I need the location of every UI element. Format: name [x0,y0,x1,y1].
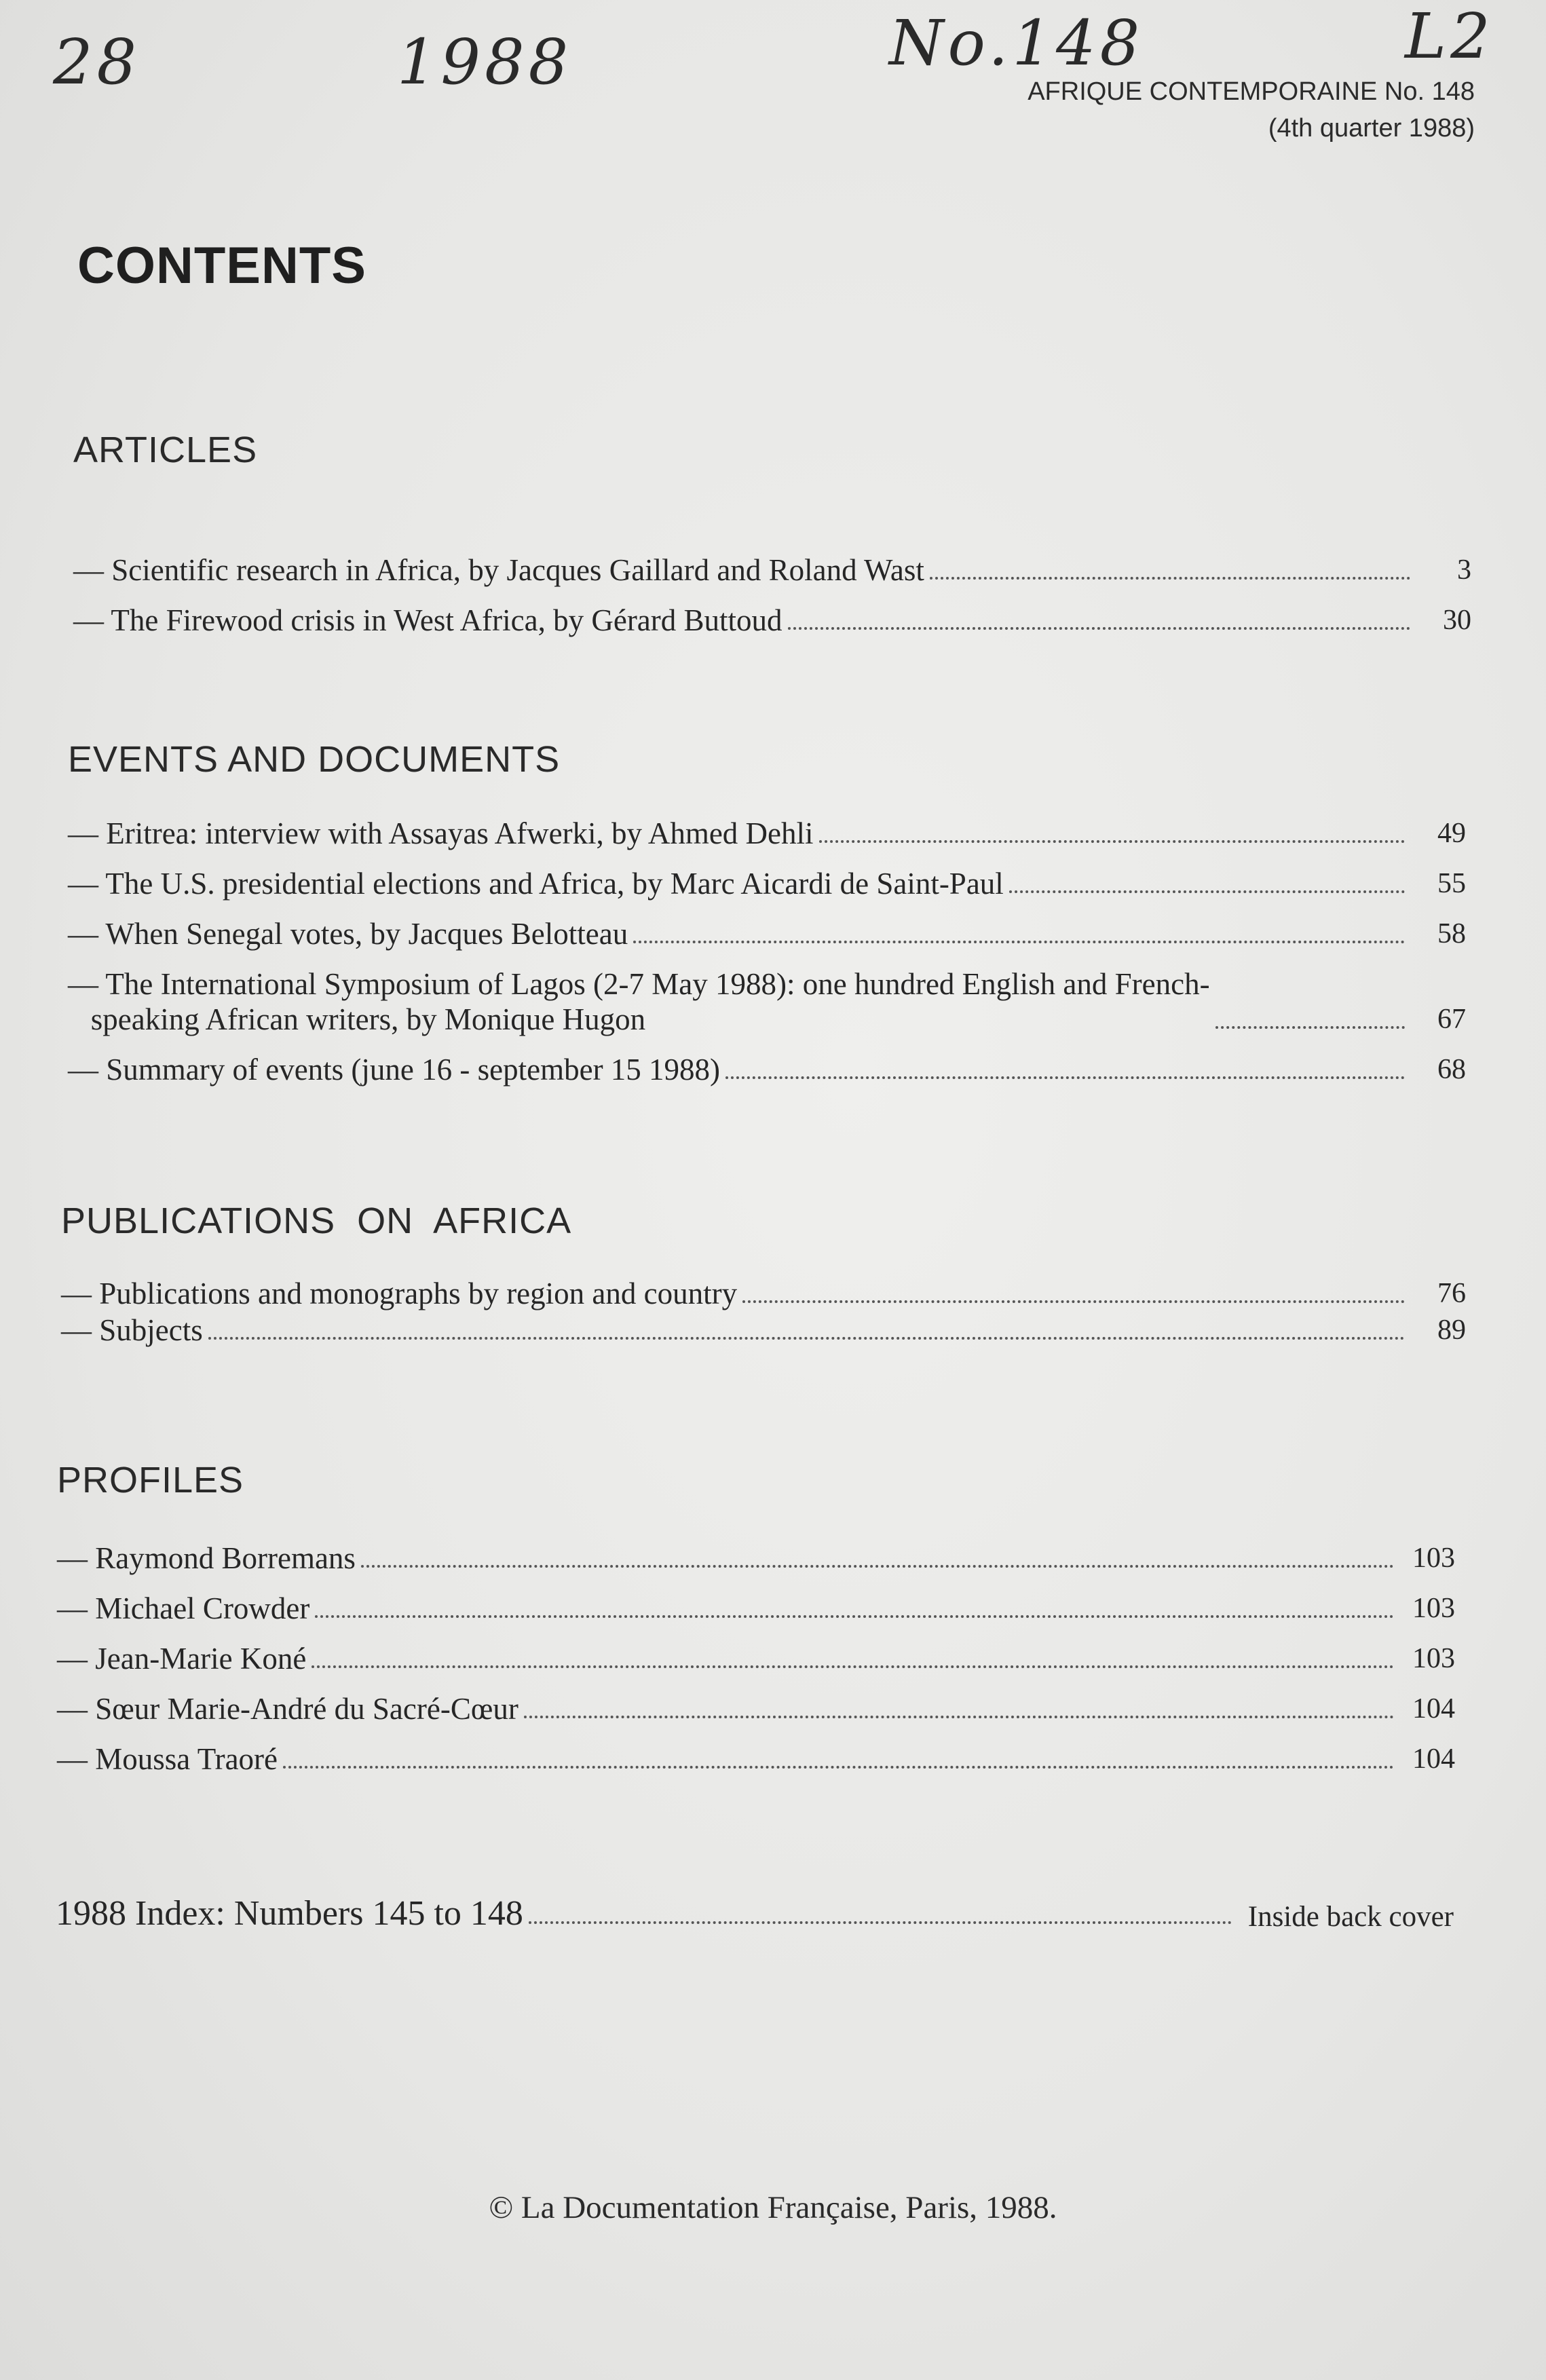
dot-leader [819,840,1405,843]
toc-entry[interactable] [73,552,1471,588]
journal-period: (4th quarter 1988) [1268,114,1475,143]
dot-leader [315,1615,1394,1618]
entry-title: — When Senegal votes, by Jacques Belotteau [68,917,628,951]
dot-leader [930,577,1410,580]
index-entry[interactable] [56,1893,1454,1933]
handwritten-number: 28 [53,26,141,98]
toc-entry[interactable] [61,1312,1466,1348]
toc-entry[interactable] [61,1276,1466,1311]
section-profiles [57,1459,1455,1792]
journal-header [1027,73,1475,147]
section-title-publications: PUBLICATIONS ON AFRICA [61,1201,572,1241]
dot-leader [633,941,1405,943]
toc-entry[interactable] [68,1052,1466,1087]
toc-entry[interactable] [57,1641,1455,1676]
articles-list [73,552,1471,638]
dot-leader [283,1766,1394,1769]
entry-title: — Sœur Marie-André du Sacré-Cœur [57,1692,519,1726]
entry-title: — The Firewood crisis in West Africa, by Gérard Buttoud [73,603,783,637]
entry-title: — Summary of events (june 16 - september 15 1988) [68,1053,721,1087]
journal-title: AFRIQUE CONTEMPORAINE No. 148 [1027,77,1475,106]
dot-leader [742,1300,1405,1303]
section-publications [61,1200,1466,1363]
toc-entry[interactable] [68,966,1466,1037]
toc-entry[interactable] [57,1541,1455,1576]
dot-leader [524,1716,1394,1718]
entry-page: 103 [1412,1593,1455,1624]
index-title: 1988 Index: Numbers 145 to 148 [56,1894,523,1933]
section-title-events: EVENTS AND DOCUMENTS [68,739,561,780]
dot-leader [361,1565,1394,1568]
entry-title: — Michael Crowder [57,1591,310,1625]
entry-title: — Eritrea: interview with Assayas Afwerki, by Ahmed Dehli [68,816,814,850]
toc-entry[interactable] [68,866,1466,901]
section-title-profiles: PROFILES [57,1460,244,1500]
entry-page: 58 [1437,918,1466,949]
entry-title: — The U.S. presidential elections and Africa, by Marc Aicardi de Saint-Paul [68,867,1004,901]
toc-entry[interactable] [73,603,1471,638]
entry-title: — Jean-Marie Koné [57,1642,307,1676]
toc-entry[interactable] [68,916,1466,951]
entry-page: 89 [1437,1315,1466,1346]
copyright-notice: © La Documentation Française, Paris, 1988. [489,2190,1057,2225]
index-page: Inside back cover [1247,1901,1454,1933]
dot-leader [788,627,1410,630]
profiles-list [57,1541,1455,1777]
toc-entry[interactable] [68,816,1466,851]
entry-title: — Publications and monographs by region and country [61,1277,738,1310]
entry-page: 104 [1412,1693,1455,1724]
contents-title: CONTENTS [77,237,366,295]
section-articles [73,429,1471,653]
entry-title: — The International Symposium of Lagos (2-7 May 1988): one hundred English and French- speaking African writers, by Monique Hugon [68,967,1210,1036]
publications-list [61,1276,1466,1348]
section-events [68,738,1466,1102]
entry-title: — Scientific research in Africa, by Jacques Gaillard and Roland Wast [73,553,924,587]
entry-page: 103 [1412,1643,1455,1674]
entry-page: 103 [1412,1543,1455,1574]
dot-leader [312,1665,1394,1668]
section-title-articles: ARTICLES [73,430,258,470]
handwritten-issue: No.148 [889,7,1144,79]
entry-page: 49 [1437,818,1466,849]
entry-title: — Moussa Traoré [57,1742,278,1776]
toc-entry[interactable] [57,1691,1455,1726]
handwritten-year: 1988 [397,26,573,98]
entry-page: 67 [1437,1004,1466,1035]
entry-page: 3 [1457,554,1471,586]
dot-leader [1215,1026,1405,1029]
entry-page: 104 [1412,1743,1455,1775]
entry-page: 68 [1437,1054,1466,1085]
dot-leader [208,1337,1405,1340]
entry-page: 30 [1443,605,1471,636]
dot-leader [1009,890,1405,893]
entry-title: — Raymond Borremans [57,1541,356,1575]
toc-entry[interactable] [57,1741,1455,1777]
handwritten-corner-mark: L2 [1405,0,1494,73]
entry-title: — Subjects [61,1313,203,1347]
entry-page: 55 [1437,868,1466,899]
dot-leader [725,1076,1405,1079]
entry-page: 76 [1437,1278,1466,1309]
events-list [68,816,1466,1087]
dot-leader [529,1921,1232,1924]
toc-entry[interactable] [57,1591,1455,1626]
